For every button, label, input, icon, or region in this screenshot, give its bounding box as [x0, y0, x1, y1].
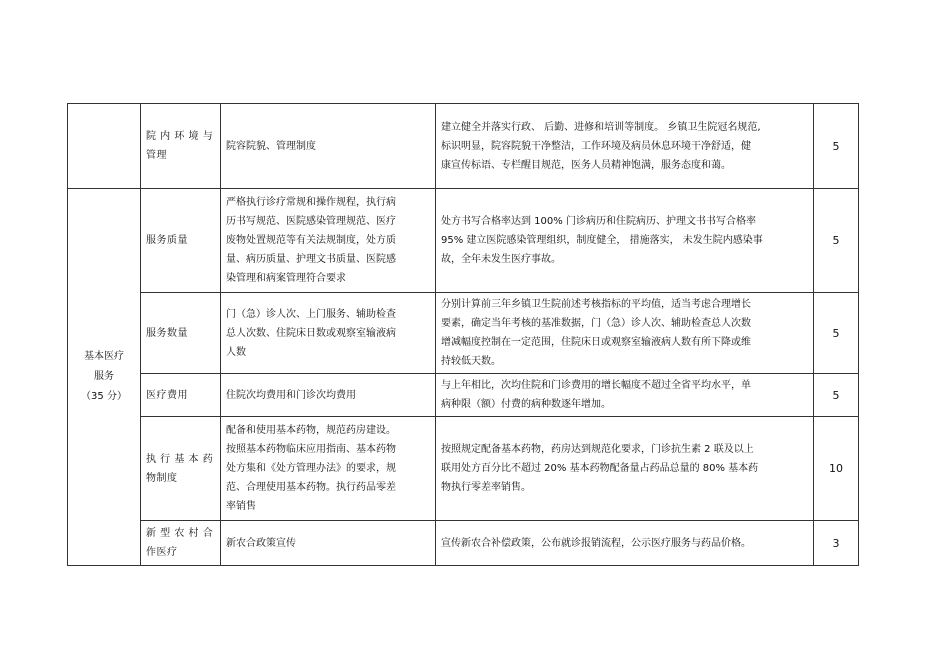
- score-cell: 5: [814, 189, 859, 293]
- score-cell: 3: [814, 521, 859, 566]
- item-cell: 执 行 基 本 药 物制度: [141, 417, 221, 521]
- content-cell: 住院次均费用和门诊次均费用: [221, 374, 436, 417]
- item-cell: 服务数量: [141, 293, 221, 374]
- content-cell: 配备和使用基本药物，规范药房建设。 按照基本药物临床应用指南、基本药物 处方集和《处方管理办法》的要求，规 范、合理使用基本药物。执行药品零差 率销售: [221, 417, 436, 521]
- score-cell: 10: [814, 417, 859, 521]
- standard-cell: 分别计算前三年乡镇卫生院前述考核指标的平均值，适当考虑合理增长 要素，确定当年考核的基准数据，门（急）诊人次、辅助检查总人次数 增减幅度控制在一定范围，住院床日或观察室输液病人数有所下降或维 持较低天数。: [436, 293, 814, 374]
- table-row: [68, 189, 859, 293]
- standard-cell: 按照规定配备基本药物，药房达到规范化要求，门诊抗生素 2 联及以上 联用处方百分比不超过 20% 基本药物配备量占药品总量的 80% 基本药 物执行零差率销售。: [436, 417, 814, 521]
- table-row: [68, 104, 859, 189]
- content-cell: 门（急）诊人次、上门服务、辅助检查 总人次数、住院床日数或观察室输液病 人数: [221, 293, 436, 374]
- content-cell: 院容院貌、管理制度: [221, 104, 436, 189]
- standard-cell: 处方书写合格率达到 100% 门诊病历和住院病历、护理文书书写合格率 95% 建立医院感染管理组织，制度健全， 措施落实， 未发生院内感染事 故，全年未发生医疗事故。: [436, 189, 814, 293]
- item-cell: 服务质量: [141, 189, 221, 293]
- score-cell: 5: [814, 374, 859, 417]
- item-cell: 院 内 环 境 与 管理: [141, 104, 221, 189]
- evaluation-table: [67, 103, 859, 566]
- score-cell: 5: [814, 293, 859, 374]
- score-cell: 5: [814, 104, 859, 189]
- table-row: [68, 521, 859, 566]
- category-cell: 基本医疗 服务 （35 分）: [68, 189, 141, 566]
- content-cell: 新农合政策宣传: [221, 521, 436, 566]
- content-cell: 严格执行诊疗常规和操作规程，执行病 历书写规范、医院感染管理规范、医疗 废物处置规范等有关法规制度，处方质 量、病历质量、护理文书质量、医院感 染管理和病案管理符合要求: [221, 189, 436, 293]
- standard-cell: 宣传新农合补偿政策，公布就诊报销流程，公示医疗服务与药品价格。: [436, 521, 814, 566]
- category-cell-empty: [68, 104, 141, 189]
- table-row: [68, 374, 859, 417]
- table-row: [68, 293, 859, 374]
- table-row: [68, 417, 859, 521]
- item-cell: 医疗费用: [141, 374, 221, 417]
- item-cell: 新 型 农 村 合 作医疗: [141, 521, 221, 566]
- standard-cell: 建立健全并落实行政、 后勤、进修和培训等制度。 乡镇卫生院冠名规范, 标识明显，院容院貌干净整洁，工作环境及病员休息环境干净舒适，健 康宣传标语、专栏醒目规范，医务人员精神饱满，服务态度和蔼。: [436, 104, 814, 189]
- standard-cell: 与上年相比，次均住院和门诊费用的增长幅度不超过全省平均水平，单 病种限（额）付费的病种数逐年增加。: [436, 374, 814, 417]
